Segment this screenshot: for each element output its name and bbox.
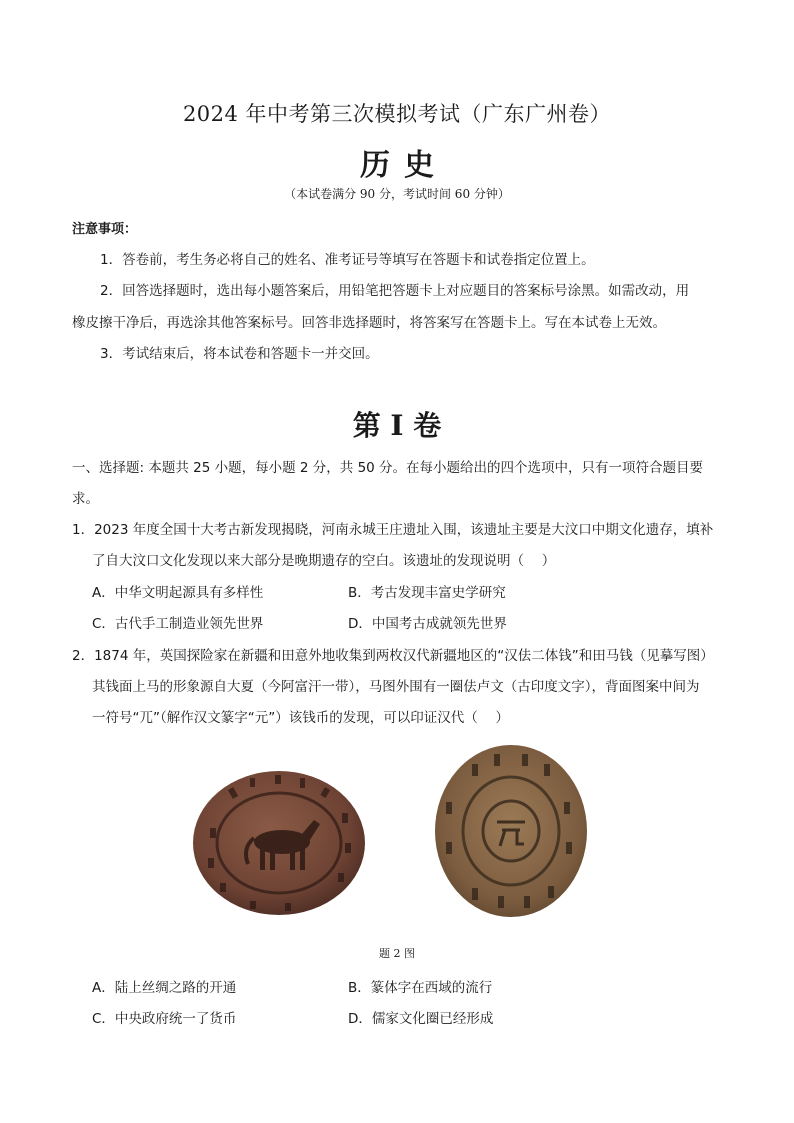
section-intro-line-2: 求。: [72, 491, 99, 507]
section-intro-line-1: 一、选择题: 本题共 25 小题，每小题 2 分，共 50 分。在每小题给出的四个选项中，只有一项符合题目要: [72, 460, 704, 476]
note-line-1: 1．答卷前，考生务必将自己的姓名、准考证号等填写在答题卡和试卷指定位置上。: [100, 252, 595, 268]
q1-option-d: D．中国考古成就领先世界: [348, 616, 507, 632]
q2-stem-line-1: 2．1874 年，英国探险家在新疆和田意外地收集到两枚汉代新疆地区的“汉佉二体钱”和田马钱（见摹写图）: [72, 648, 714, 664]
exam-title: 2024 年中考第三次模拟考试（广东广州卷）: [182, 102, 612, 126]
q1-stem-line-1: 1．2023 年度全国十大考古新发现揭晓，河南永城王庄遗址入围，该遗址主要是大汶口中期文化遗存，填补: [72, 522, 714, 538]
exam-info: （本试卷满分 90 分，考试时间 60 分钟）: [284, 187, 510, 201]
note-line-2: 2．回答选择题时，选出每小题答案后，用铅笔把答题卡上对应题目的答案标号涂黑。如需改动，用: [100, 283, 690, 299]
subject-title: 历史: [360, 148, 448, 183]
q1-option-c: C．古代手工制造业领先世界: [92, 616, 264, 632]
q2-option-c: C．中央政府统一了货币: [92, 1011, 237, 1027]
q2-option-b: B．篆体字在西域的流行: [348, 980, 493, 996]
q1-option-a: A．中华文明起源具有多样性: [92, 585, 264, 601]
coin-obverse-image: [190, 768, 368, 918]
q2-stem-line-3: 一符号“兀”（解作汉文篆字“元”）该钱币的发现，可以印证汉代（ ）: [92, 710, 510, 726]
q2-stem-line-2: 其钱面上马的形象源自大夏（今阿富汗一带），马图外围有一圈佉卢文（古印度文字），背面图案中间为: [92, 679, 700, 695]
note-line-4: 3．考试结束后，将本试卷和答题卡一并交回。: [100, 346, 379, 362]
notes-heading: 注意事项：: [72, 222, 138, 237]
q1-stem-line-2: 了自大汶口文化发现以来大部分是晚期遗存的空白。该遗址的发现说明（ ）: [92, 553, 556, 569]
q2-option-d: D．儒家文化圈已经形成: [348, 1011, 494, 1027]
volume-title: 第 I 卷: [352, 409, 442, 442]
coin-reverse-image: [432, 742, 590, 920]
q2-figure-caption: 题 2 图: [379, 947, 415, 960]
q1-option-b: B．考古发现丰富史学研究: [348, 585, 506, 601]
q2-option-a: A．陆上丝绸之路的开通: [92, 980, 237, 996]
note-line-3: 橡皮擦干净后，再选涂其他答案标号。回答非选择题时，将答案写在答题卡上。写在本试卷上无效。: [72, 315, 666, 331]
